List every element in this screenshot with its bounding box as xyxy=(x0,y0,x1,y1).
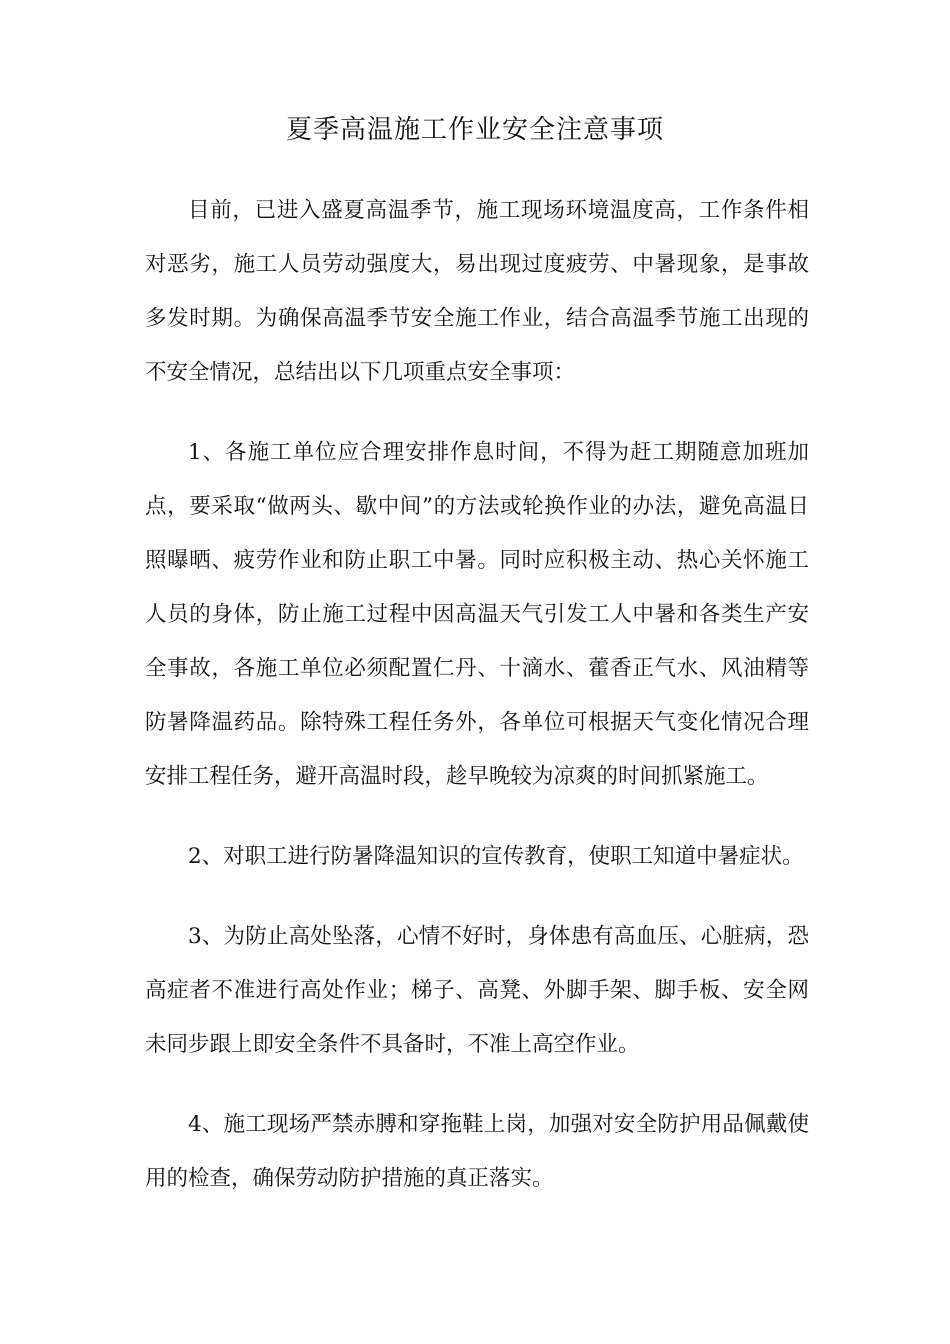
document-body xyxy=(145,184,809,1232)
intro-paragraph: 目前，已进入盛夏高温季节，施工现场环境温度高，工作条件相对恶劣，施工人员劳动强度大，易出现过度疲劳、中暑现象，是事故多发时期。为确保高温季节安全施工作业，结合高温季节施工出现的不安全情况，总结出以下几项重点安全事项： xyxy=(145,198,809,385)
item-3-paragraph: 3、为防止高处坠落，心情不好时，身体患有高血压、心脏病，恐高症者不准进行高处作业；梯子、高凳、外脚手架、脚手板、安全网未同步跟上即安全条件不具备时，不准上高空作业。 xyxy=(145,924,809,1057)
item-4-paragraph: 4、施工现场严禁赤膊和穿拖鞋上岗，加强对安全防护用品佩戴使用的检查，确保劳动防护措施的真正落实。 xyxy=(145,1112,809,1191)
document-title: 夏季高温施工作业安全注意事项 xyxy=(285,115,664,145)
item-1-paragraph: 1、各施工单位应合理安排作息时间，不得为赶工期随意加班加点，要采取“做两头、歇中间”的方法或轮换作业的办法，避免高温日照曝晒、疲劳作业和防止职工中暑。同时应积极主动、热心关怀施工人员的身体，防止施工过程中因高温天气引发工人中暑和各类生产安全事故，各施工单位必须配置仁丹、十滴水、藿香正气水、风油精等防暑降温药品。除特殊工程任务外，各单位可根据天气变化情况合理安排工程任务，避开高温时段，趁早晚较为凉爽的时间抓紧施工。 xyxy=(145,440,809,789)
item-2-paragraph: 2、对职工进行防暑降温知识的宣传教育，使职工知道中暑症状。 xyxy=(188,844,804,869)
